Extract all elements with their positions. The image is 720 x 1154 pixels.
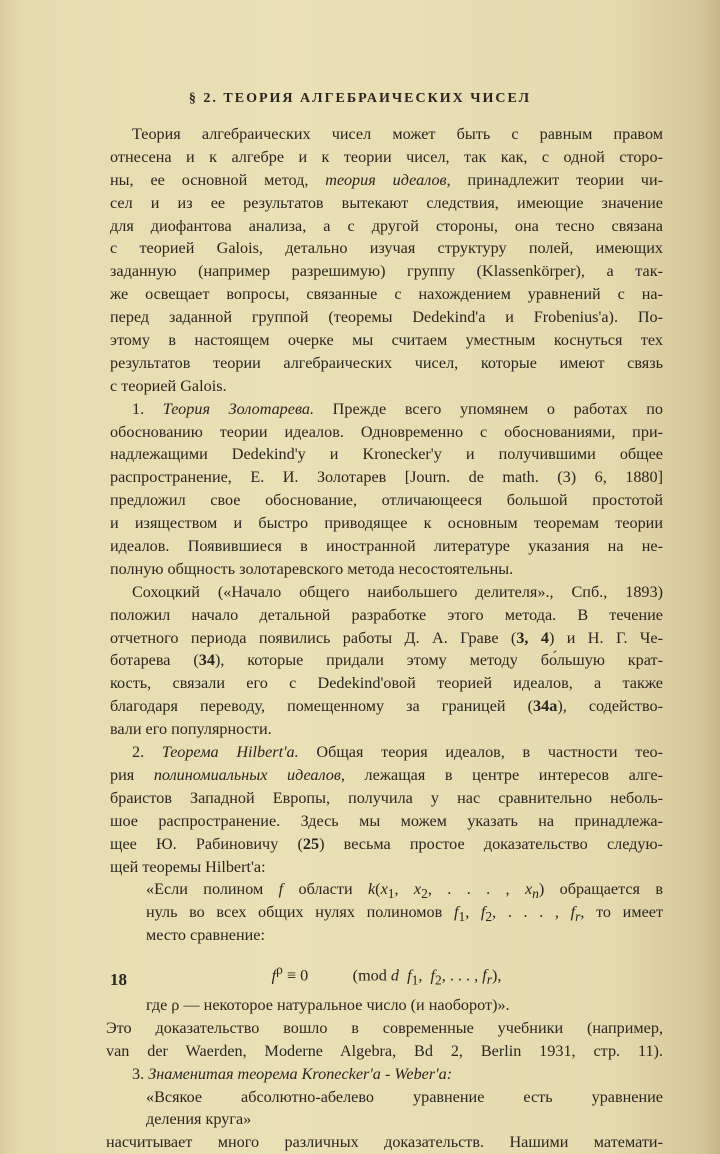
text-line: Это доказательство вошло в современные учебники (например, bbox=[106, 1018, 663, 1037]
text-line: идеалов. Появившиеся в иностранной литературе указания на не- bbox=[110, 537, 663, 556]
text-line: полную общность золотаревского метода несостоятельны. bbox=[110, 559, 514, 578]
text-line: отнесена и к алгебре и к теории чисел, так как, с одной сторо- bbox=[110, 147, 663, 166]
text-line: рия полиномиальных идеалов, лежащая в центре интересов алге- bbox=[110, 765, 663, 784]
text-line: насчитывает много различных доказательств. Нашими математи- bbox=[106, 1133, 663, 1152]
text-line: кость, связали его с Dedekind'овой теорией идеалов, а также bbox=[110, 674, 663, 693]
text-line: 1. Теория Золотарева. Прежде всего упомянем о работах по bbox=[132, 399, 664, 418]
text-line: Теория алгебраических чисел может быть с равным правом bbox=[132, 125, 663, 143]
section-heading: § 2. ТЕОРИЯ АЛГЕБРАИЧЕСКИХ ЧИСЕЛ bbox=[188, 91, 532, 106]
text-line: van der Waerden, Moderne Algebra, Bd 2, Berlin 1931, стр. 11). bbox=[106, 1041, 663, 1060]
text-line: же освещает вопросы, связанные с нахождением уравнений с на- bbox=[110, 285, 663, 304]
quote-line: место сравнение: bbox=[146, 926, 265, 945]
text-line: щее Ю. Рабиновичу (25) весьма простое доказательство следую- bbox=[110, 834, 663, 853]
quote-line: где ρ — некоторое натуральное число (и наоборот)». bbox=[146, 995, 510, 1014]
text-line: благодаря переводу, помещенному за границей (34а), содейство- bbox=[110, 697, 663, 716]
text-line: браистов Западной Европы, получила у нас сравнительно неболь- bbox=[110, 788, 663, 807]
text-line: с теорией Galois, детально изучая структуру полей, имеющих bbox=[110, 239, 663, 258]
text-line: Сохоцкий («Начало общего наибольшего делителя»., Спб., 1893) bbox=[132, 582, 663, 601]
text-line: распространение, Е. И. Золотарев [Journ. de math. (3) 6, 1880] bbox=[110, 468, 663, 487]
text-line: и изяществом и быстро приводящее к основным теоремам теории bbox=[110, 514, 663, 533]
text-line: для диофантова анализа, а с другой стороны, она тесно связана bbox=[110, 216, 663, 235]
text-line: результатов теории алгебраических чисел, которые имеют связь bbox=[110, 353, 663, 372]
quote-line: «Если полином f области $k(x_1$, $x_2$, . . . , $x_n$) обращается в bbox=[146, 880, 663, 902]
body-text bbox=[106, 123, 664, 1154]
text-line: с теорией Galois. bbox=[110, 376, 227, 395]
text-line: перед заданной группой (теоремы Dedekind'a и Frobenius'a). По- bbox=[110, 308, 663, 327]
text-line: обоснованию теории идеалов. Одновременно с обоснованиями, при- bbox=[110, 422, 663, 441]
text-line: 2. Теорема Hilbert'a. Общая теория идеалов, в частности тео- bbox=[132, 743, 663, 762]
text-line: этому в настоящем очерке мы считаем уместным коснуться тех bbox=[110, 331, 663, 350]
quote-line: нуль во всех общих нулях полиномов $f_1$, $f_2$, . . . , $f_r$, то имеет bbox=[146, 903, 664, 925]
text-line: ботарева (34), которые придали этому методу бо́льшую крат- bbox=[110, 651, 663, 670]
formula: $f^\rho \equiv 0$ (mod d $f_1$, $f_2$, . . . , $f_r$), bbox=[271, 962, 502, 988]
text-line: положил начало детальной разработке этого метода. В течение bbox=[110, 605, 663, 624]
text-line: отчетного периода появились работы Д. А. Граве (3, 4) и Н. Г. Че- bbox=[110, 628, 664, 647]
text-line: сел и из ее результатов вытекают следствия, имеющие значение bbox=[110, 193, 663, 212]
text-line: щей теоремы Hilbert'a: bbox=[110, 857, 266, 876]
quote-line: «Всякое абсолютно-абелево уравнение есть уравнение bbox=[146, 1087, 663, 1106]
quote-line: деления круга» bbox=[146, 1110, 252, 1129]
text-line: предложил свое обоснование, отличающееся большой простотой bbox=[110, 491, 663, 510]
page-number: 18 bbox=[110, 970, 127, 989]
text-line: ны, ее основной метод, теория идеалов, принадлежит теории чи- bbox=[110, 170, 663, 189]
text-line: вали его популярности. bbox=[110, 720, 272, 739]
text-line: надлежащими Dedekind'у и Kronecker'у и получившими общее bbox=[110, 445, 663, 464]
text-line: шое распространение. Здесь мы можем указать на принадлежа- bbox=[110, 811, 663, 830]
text-line: заданную (например разрешимую) группу (Klassenkörper), а так- bbox=[110, 262, 663, 281]
text-line: 3. Знаменитая теорема Kronecker'a - Weber'a: bbox=[132, 1064, 453, 1083]
